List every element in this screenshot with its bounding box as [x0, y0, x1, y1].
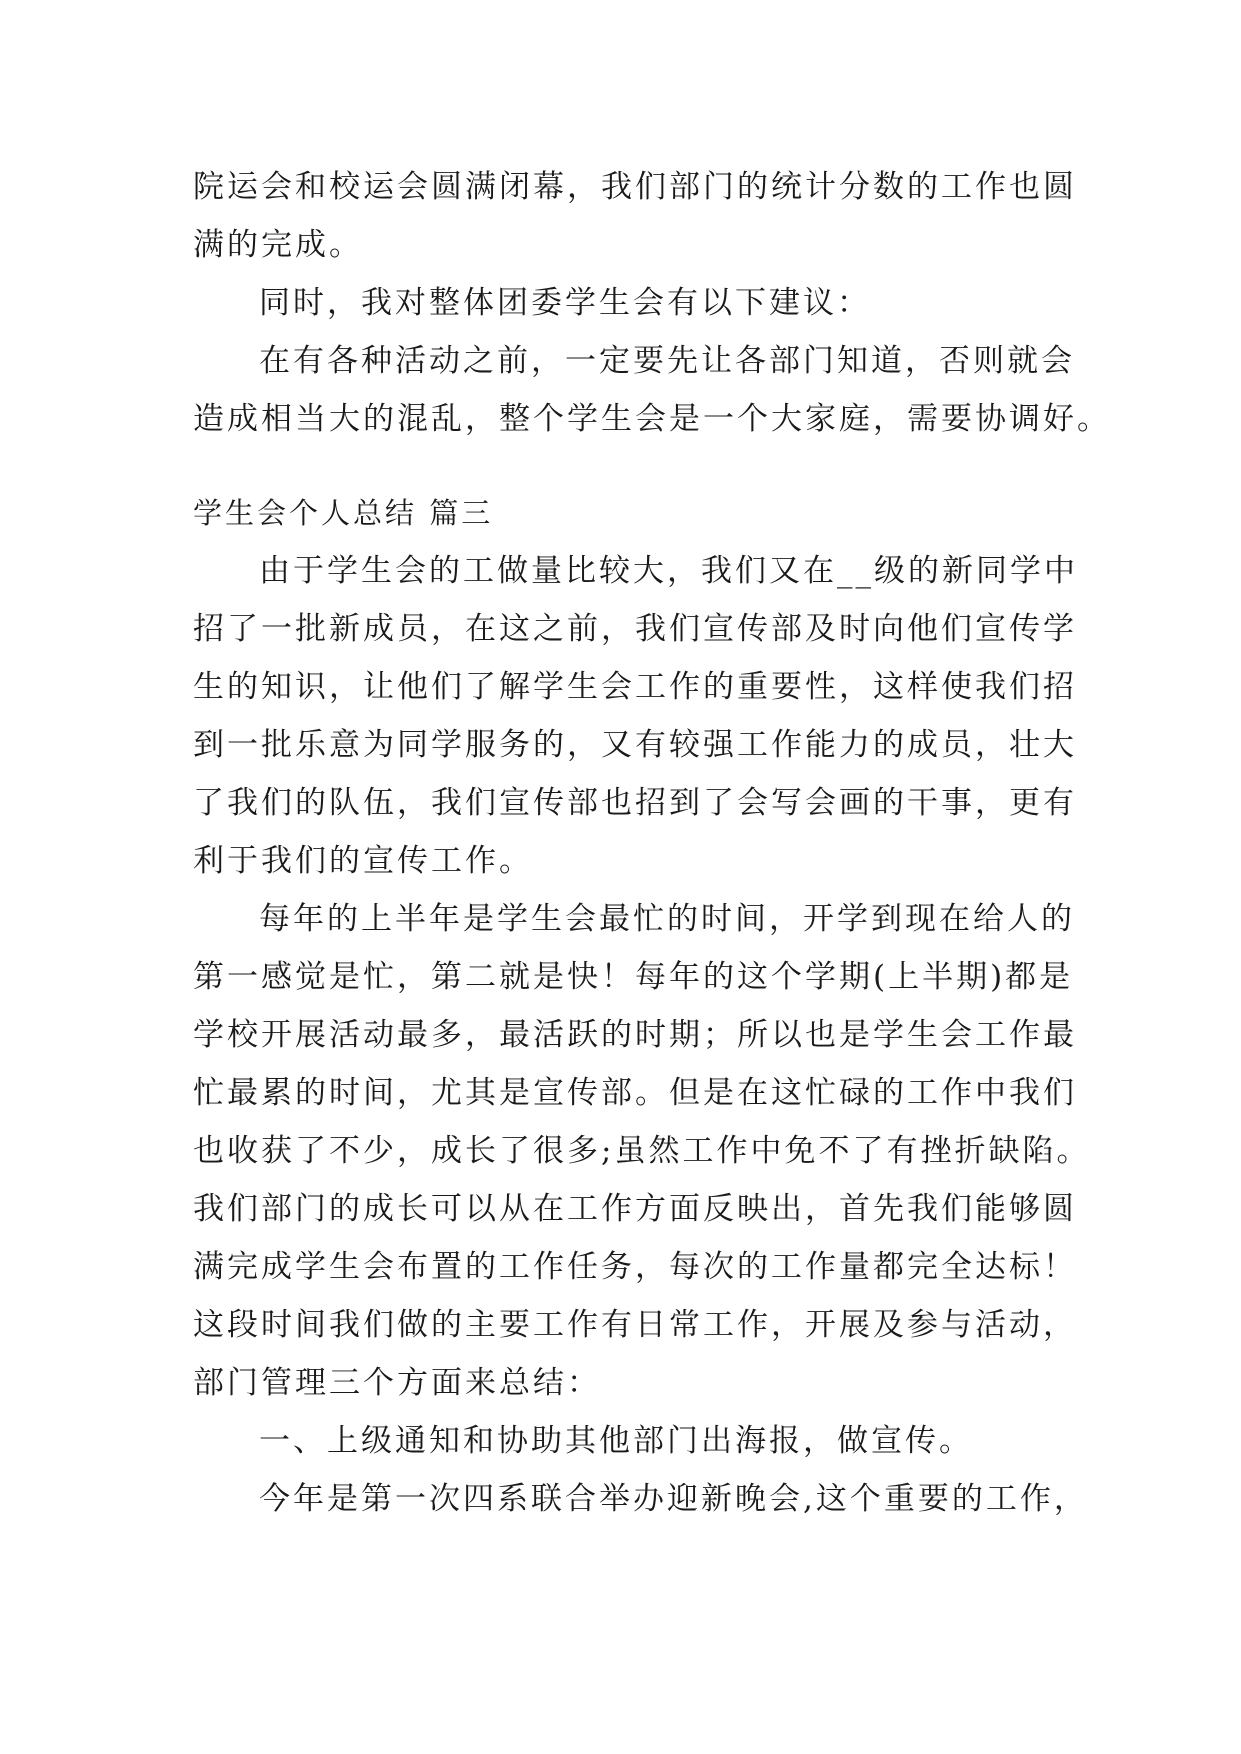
text-line: 满的完成。 — [193, 227, 363, 263]
paragraph-suggestion-intro — [193, 274, 1053, 332]
text-line: 今年是第一次四系联合举办迎新晚会,这个重要的工作， — [259, 1481, 1088, 1517]
paragraph-continuation — [193, 158, 1077, 274]
text-line: 造成相当大的混乱，整个学生会是一个大家庭，需要协调好。 — [193, 401, 1111, 437]
document-page — [193, 158, 1111, 1528]
text-line: 学校开展活动最多，最活跃的时期；所以也是学生会工作最 — [193, 1017, 1077, 1053]
text-line: 同时，我对整体团委学生会有以下建议： — [259, 285, 871, 321]
section-heading: 学生会个人总结 篇三 — [193, 496, 494, 530]
text-line: 利于我们的宣传工作。 — [193, 843, 533, 879]
text-line: 满完成学生会布置的工作任务，每次的工作量都完全达标！ — [193, 1249, 1077, 1285]
text-line: 部门管理三个方面来总结： — [193, 1365, 601, 1401]
paragraph-recruitment — [193, 542, 1078, 890]
paragraph-item-one — [193, 1412, 1053, 1470]
text-line: 了我们的队伍，我们宣传部也招到了会写会画的干事，更有 — [193, 785, 1077, 821]
text-line: 由于学生会的工做量比较大，我们又在__级的新同学中 — [259, 553, 1078, 589]
text-line: 在有各种活动之前，一定要先让各部门知道，否则就会 — [259, 343, 1075, 379]
text-line: 一、上级通知和协助其他部门出海报，做宣传。 — [259, 1423, 973, 1459]
text-line: 每年的上半年是学生会最忙的时间，开学到现在给人的 — [259, 901, 1075, 937]
text-line: 也收获了不少，成长了很多;虽然工作中免不了有挫折缺陷。 — [193, 1133, 1091, 1169]
paragraph-busy-semester — [193, 890, 1091, 1412]
paragraph-suggestion — [193, 332, 1111, 448]
text-line: 生的知识，让他们了解学生会工作的重要性，这样使我们招 — [193, 669, 1077, 705]
text-line: 我们部门的成长可以从在工作方面反映出，首先我们能够圆 — [193, 1191, 1077, 1227]
text-line: 到一批乐意为同学服务的，又有较强工作能力的成员，壮大 — [193, 727, 1077, 763]
text-line: 忙最累的时间，尤其是宣传部。但是在这忙碌的工作中我们 — [193, 1075, 1077, 1111]
text-line: 这段时间我们做的主要工作有日常工作，开展及参与活动， — [193, 1307, 1077, 1343]
paragraph-welcome-party — [193, 1470, 1088, 1528]
text-line: 院运会和校运会圆满闭幕，我们部门的统计分数的工作也圆 — [193, 169, 1077, 205]
text-line: 第一感觉是忙，第二就是快！每年的这个学期(上半期)都是 — [193, 959, 1074, 995]
text-line: 招了一批新成员，在这之前，我们宣传部及时向他们宣传学 — [193, 611, 1077, 647]
